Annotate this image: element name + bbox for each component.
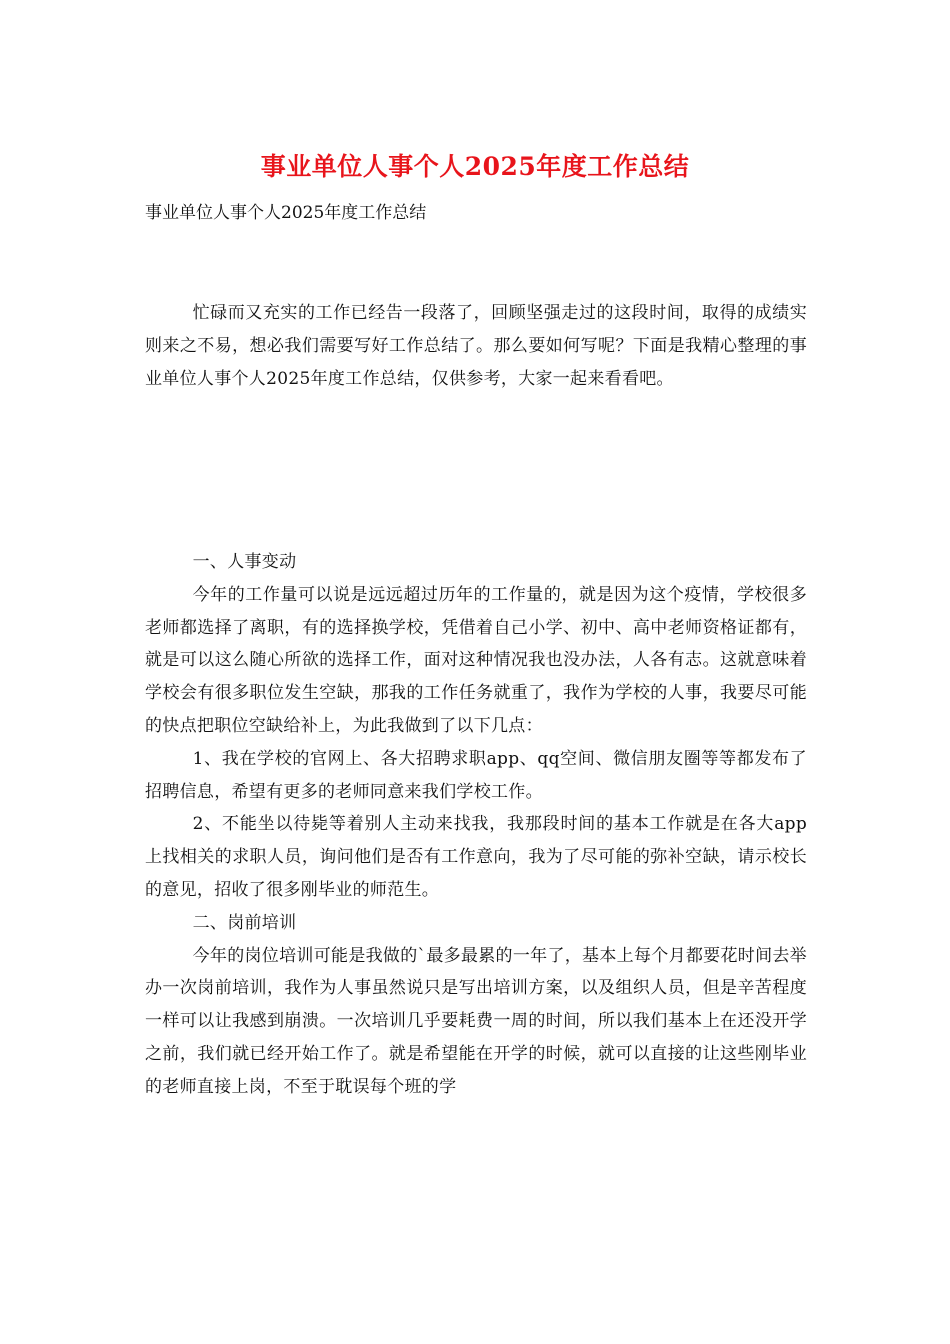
document-subtitle: 事业单位人事个人2025年度工作总结 xyxy=(145,203,427,223)
document-title: 事业单位人事个人2025年度工作总结 xyxy=(260,152,690,181)
section-heading-pre-job-training: 二、岗前培训 xyxy=(192,912,297,933)
section-heading-personnel-changes: 一、人事变动 xyxy=(192,552,297,572)
intro-paragraph: 忙碌而又充实的工作已经告一段落了，回顾坚强走过的这段时间，取得的成绩实则来之不易，想必我们需要写好工作总结了。那么要如何写呢？下面是我精心整理的事业单位人事个人2025年度工作总结，仅供参考，大家一起来看看吧。 xyxy=(145,303,807,389)
list-item: 1、我在学校的官网上、各大招聘求职app、qq空间、微信朋友圈等等都发布了招聘信息，希望有更多的老师同意来我们学校工作。 xyxy=(145,748,807,802)
document-body xyxy=(145,546,807,1104)
body-paragraph: 今年的工作量可以说是远远超过历年的工作量的，就是因为这个疫情，学校很多老师都选择了离职，有的选择换学校，凭借着自己小学、初中、高中老师资格证都有，就是可以这么随心所欲的选择工作，面对这种情况我也没办法，人各有志。这就意味着学校会有很多职位发生空缺，那我的工作任务就重了，我作为学校的人事，我要尽可能的快点把职位空缺给补上，为此我做到了以下几点： xyxy=(145,584,807,736)
list-item: 2、不能坐以待毙等着别人主动来找我，我那段时间的基本工作就是在各大app上找相关的求职人员，询问他们是否有工作意向，我为了尽可能的弥补空缺，请示校长的意见，招收了很多刚毕业的师范生。 xyxy=(145,814,807,900)
body-paragraph: 今年的岗位培训可能是我做的`最多最累的一年了，基本上每个月都要花时间去举办一次岗前培训，我作为人事虽然说只是写出培训方案，以及组织人员，但是辛苦程度一样可以让我感到崩溃。一次培训几乎要耗费一周的时间，所以我们基本上在还没开学之前，我们就已经开始工作了。就是希望能在开学的时候，就可以直接的让这些刚毕业的老师直接上岗，不至于耽误每个班的学 xyxy=(145,945,807,1097)
